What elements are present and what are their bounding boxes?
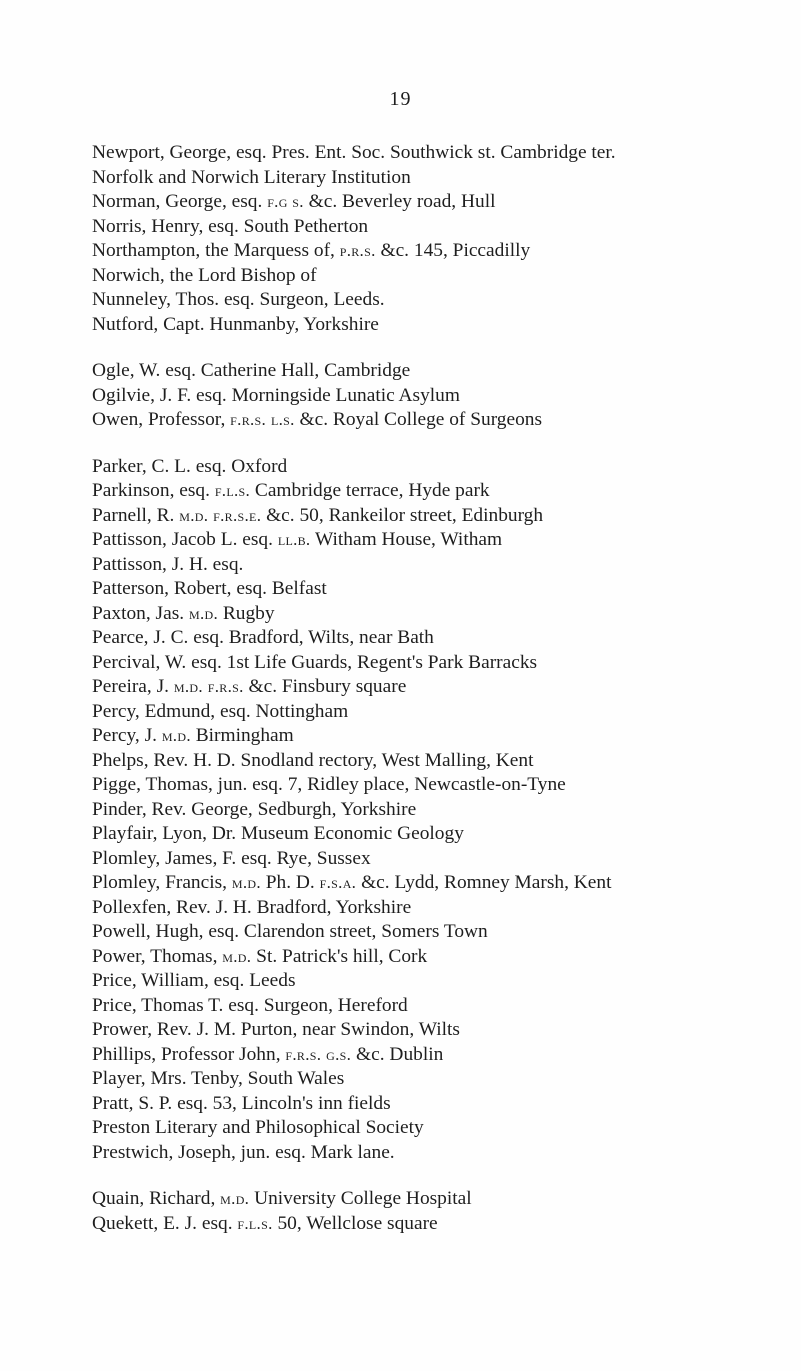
list-entry: Norman, George, esq. f.g s. &c. Beverley road, Hull — [92, 191, 496, 212]
list-entry: Phillips, Professor John, f.r.s. g.s. &c. Dublin — [92, 1043, 444, 1065]
list-entry: Pattisson, J. H. esq. — [92, 553, 244, 575]
list-entry: Pollexfen, Rev. J. H. Bradford, Yorkshire — [92, 896, 412, 918]
list-entry: Pereira, J. m.d. f.r.s. &c. Finsbury square — [92, 676, 407, 697]
list-entry: Plomley, Francis, m.d. Ph. D. f.s.a. &c. Lydd, Romney Marsh, Kent — [92, 872, 612, 893]
list-entry: Owen, Professor, f.r.s. l.s. &c. Royal College of Surgeons — [92, 409, 543, 430]
list-entry: Parnell, R. m.d. f.r.s.e. &c. 50, Rankeilor street, Edinburgh — [92, 504, 544, 526]
list-entry: Prower, Rev. J. M. Purton, near Swindon, Wilts — [92, 1019, 460, 1040]
list-entry: Percy, Edmund, esq. Nottingham — [92, 700, 349, 722]
list-entry: Player, Mrs. Tenby, South Wales — [92, 1068, 345, 1089]
list-entry: Nutford, Capt. Hunmanby, Yorkshire — [92, 313, 379, 335]
page-number: 19 — [389, 88, 412, 110]
list-entry: Pinder, Rev. George, Sedburgh, Yorkshire — [92, 798, 417, 820]
subscriber-list — [92, 141, 797, 1258]
list-entry: Price, William, esq. Leeds — [92, 970, 296, 991]
list-entry: Price, Thomas T. esq. Surgeon, Hereford — [92, 994, 408, 1016]
list-entry: Plomley, James, F. esq. Rye, Sussex — [92, 847, 371, 869]
list-entry: Powell, Hugh, esq. Clarendon street, Somers Town — [92, 921, 488, 942]
list-entry: Northampton, the Marquess of, p.r.s. &c. 145, Piccadilly — [92, 240, 531, 261]
list-entry: Playfair, Lyon, Dr. Museum Economic Geology — [92, 823, 464, 844]
entry-group-p — [92, 455, 797, 1166]
list-entry: Preston Literary and Philosophical Society — [92, 1117, 424, 1138]
list-entry: Percival, W. esq. 1st Life Guards, Regent's Park Barracks — [92, 651, 538, 673]
list-entry: Nunneley, Thos. esq. Surgeon, Leeds. — [92, 289, 385, 310]
list-entry: Prestwich, Joseph, jun. esq. Mark lane. — [92, 1141, 395, 1163]
list-entry: Norris, Henry, esq. South Petherton — [92, 215, 369, 237]
list-entry: Parkinson, esq. f.l.s. Cambridge terrace, Hyde park — [92, 480, 490, 501]
list-entry: Power, Thomas, m.d. St. Patrick's hill, Cork — [92, 945, 428, 967]
entry-group-n — [92, 141, 797, 337]
list-entry: Percy, J. m.d. Birmingham — [92, 725, 294, 746]
list-entry: Norfolk and Norwich Literary Institution — [92, 166, 411, 188]
list-entry: Ogle, W. esq. Catherine Hall, Cambridge — [92, 360, 411, 381]
list-entry: Pattisson, Jacob L. esq. ll.b. Witham House, Witham — [92, 529, 503, 550]
list-entry: Patterson, Robert, esq. Belfast — [92, 578, 327, 599]
list-entry: Quain, Richard, m.d. University College Hospital — [92, 1188, 472, 1209]
list-entry: Norwich, the Lord Bishop of — [92, 264, 317, 286]
entry-group-o — [92, 359, 797, 433]
list-entry: Phelps, Rev. H. D. Snodland rectory, West Malling, Kent — [92, 749, 534, 771]
list-entry: Paxton, Jas. m.d. Rugby — [92, 602, 275, 624]
list-entry: Pratt, S. P. esq. 53, Lincoln's inn fields — [92, 1092, 391, 1114]
list-entry: Pearce, J. C. esq. Bradford, Wilts, near Bath — [92, 627, 434, 648]
entry-group-q — [92, 1187, 797, 1236]
list-entry: Ogilvie, J. F. esq. Morningside Lunatic Asylum — [92, 384, 460, 406]
list-entry: Pigge, Thomas, jun. esq. 7, Ridley place, Newcastle-on-Tyne — [92, 774, 566, 795]
list-entry: Quekett, E. J. esq. f.l.s. 50, Wellclose square — [92, 1212, 438, 1234]
list-entry: Parker, C. L. esq. Oxford — [92, 455, 288, 477]
list-entry: Newport, George, esq. Pres. Ent. Soc. Southwick st. Cambridge ter. — [92, 142, 616, 163]
